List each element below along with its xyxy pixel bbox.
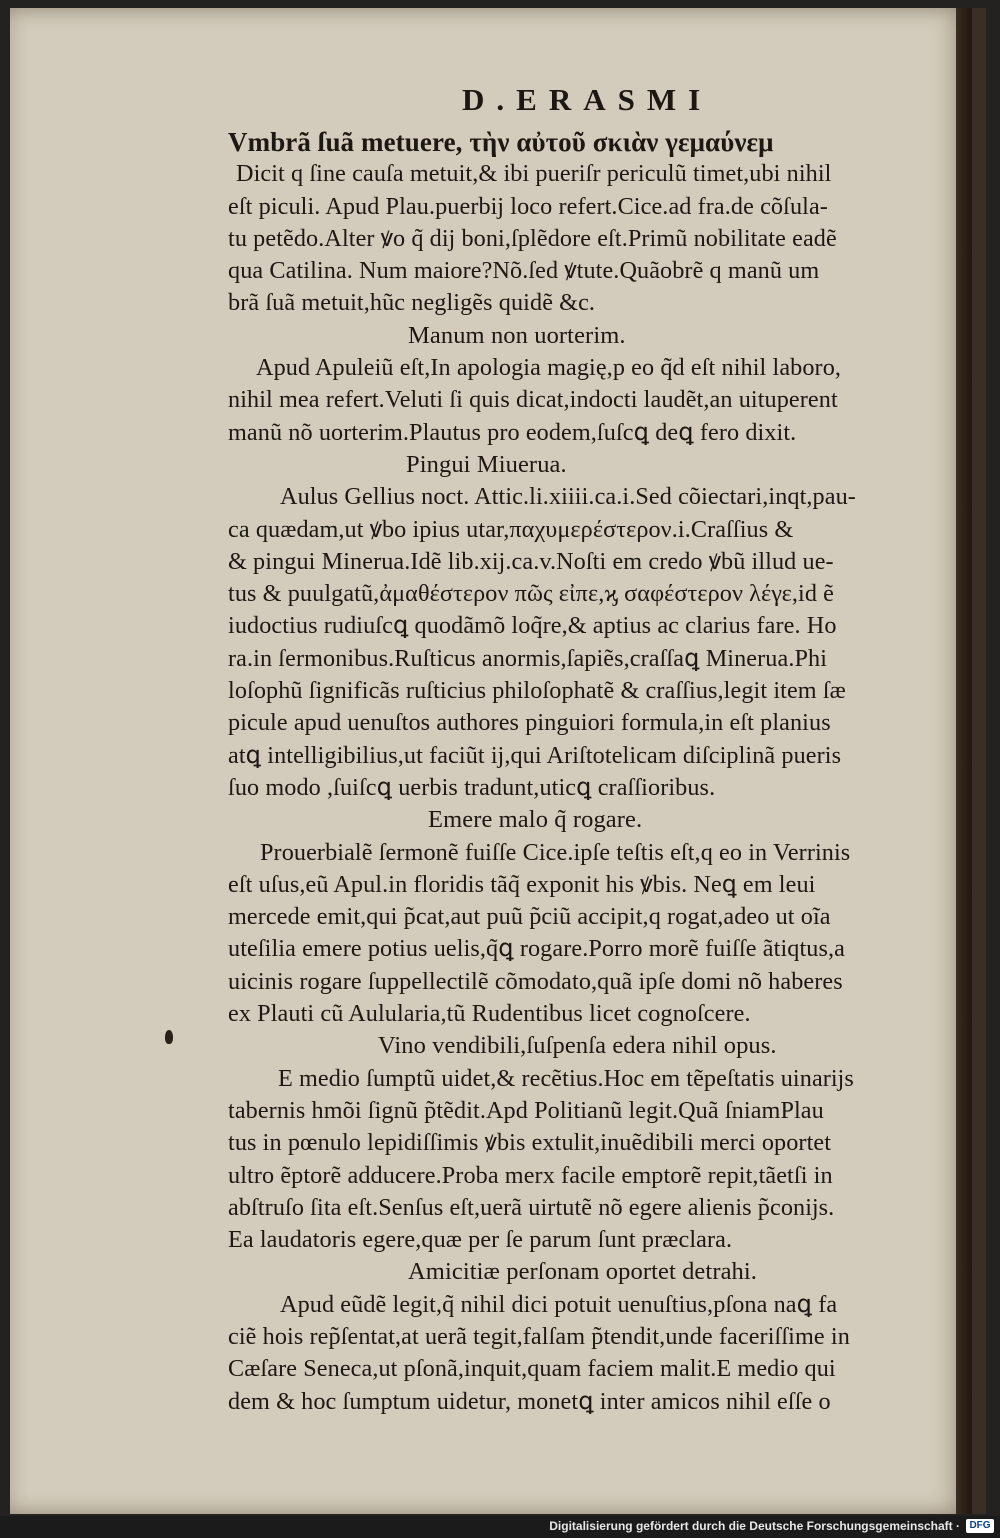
text-line: eſt piculi. Apud Plau.puerbĳ loco refert.Cice.ad fra.de cõſula-	[228, 192, 828, 220]
marginal-ink-mark	[165, 1030, 173, 1044]
text-line: Dicit q ſine cauſa metuit,& ibi pueriſr periculũ timet,ubi nihil	[236, 160, 832, 188]
text-line: nihil mea refert.Veluti ſi quis dicat,indocti laudẽt,an uituperent	[228, 386, 838, 414]
text-line: ultro ẽptorẽ adducere.Proba merx facile emptorẽ repit,tãetſi in	[228, 1161, 833, 1189]
text-line: tabernis hmõi ſignũ p̃tẽdit.Apd Politianũ legit.Quã ſniamPlau	[228, 1096, 824, 1124]
text-line: tus in pœnulo lepidiſſimis ꝟbis extulit,inuẽdibili merci oportet	[228, 1129, 832, 1157]
text-line: ciẽ hois rep̃ſentat,at uerã tegit,falſam p̃tendit,unde faceriſſime in	[228, 1322, 850, 1350]
dfg-logo: DFG	[966, 1519, 994, 1533]
text-line: picule apud uenuſtos authores pinguiori formula,in eſt planius	[228, 709, 831, 737]
text-line: uicinis rogare ſuppellectilẽ cõmodato,quã ipſe domi nõ haberes	[228, 967, 843, 995]
text-line: Aulus Gellius noct. Attic.li.xiiii.ca.i.Sed cõiectari,inqt,pau-	[280, 483, 856, 511]
adage-heading: Manum non uorterim.	[408, 321, 626, 349]
text-line: mercede emit,qui p̃cat,aut puũ p̃ciũ accipit,q rogat,adeo ut oĩa	[228, 903, 831, 931]
text-line: Prouerbialẽ ſermonẽ fuiſſe Cice.ipſe teſtis eſt,q eo in Verrinis	[260, 838, 851, 866]
text-line: uteſilia emere potius uelis,q̃ꝗ rogare.Porro morẽ fuiſſe ãtiqtus,a	[228, 935, 845, 963]
text-line: ex Plauti cũ Aulularia,tũ Rudentibus licet cognoſcere.	[228, 1000, 751, 1028]
text-line: Ea laudatoris egere,quæ per ſe parum ſunt præclara.	[228, 1226, 733, 1254]
text-line: ra.in ſermonibus.Ruſticus anormis,ſapiẽs,craſſaꝗ Minerua.Phi	[228, 644, 828, 672]
text-line: Vmbrã ſuã metuere, τὴν αὐτοῦ σκιὰν γεμαύνεμ	[228, 127, 774, 157]
text-line: brã ſuã metuit,hũc negligẽs quidẽ &c.	[228, 289, 596, 317]
adage-heading: Amicitiæ perſonam oportet detrahi.	[408, 1258, 758, 1286]
text-line: loſophũ ſignificãs ruſticius philoſophatẽ & craſſius,legit item ſæ	[228, 677, 846, 705]
text-line: eſt uſus,eũ Apul.in floridis tãq̃ exponit his ꝟbis. Neꝗ em leui	[228, 870, 816, 898]
text-line: tus & puulgatũ,ἀμαθέστερον πῶς εἰπε,ϗ σαφέστερον λέγε,id ẽ	[228, 580, 835, 608]
text-line: ca quædam,ut ꝟbo ipius utar,παχυμερέστερον.i.Craſſius &	[228, 515, 794, 543]
text-line: & pingui Minerua.Idẽ lib.xĳ.ca.v.Noſti em credo ꝟbũ illud ue-	[228, 547, 834, 575]
text-line: manũ nõ uorterim.Plautus pro eodem,ſuſcꝗ deꝗ fero dixit.	[228, 418, 797, 446]
funding-credit: Digitalisierung gefördert durch die Deutsche Forschungsgemeinschaft ·	[549, 1519, 960, 1533]
adage-heading: Vino vendibili,ſuſpenſa edera nihil opus.	[378, 1032, 777, 1060]
text-line: dem & hoc ſumptum uidetur, monetꝗ inter amicos nihil eſſe o	[228, 1387, 831, 1415]
running-head: D.ERASMI	[462, 82, 713, 117]
text-line: ſuo modo ,ſuiſcꝗ uerbis tradunt,uticꝗ craſſioribus.	[228, 773, 716, 801]
text-line: abſtruſo ſita eſt.Senſus eſt,uerã uirtutẽ nõ egere alienis p̃conĳs.	[228, 1193, 835, 1221]
adage-heading: Pingui Miuerua.	[406, 450, 567, 478]
text-line: E medio ſumptũ uidet,& recẽtius.Hoc em tẽpeſtatis uinarĳs	[278, 1064, 854, 1092]
text-line: Apud eũdẽ legit,q̃ nihil dici potuit uenuſtius,pſona naꝗ fa	[280, 1290, 838, 1318]
footer-bar	[0, 1516, 1000, 1538]
body-text	[228, 126, 970, 1418]
text-line: iudoctius rudiuſcꝗ quodãmõ loq̃re,& aptius ac clarius fare. Ho	[228, 612, 837, 640]
text-line: Apud Apuleiũ eſt,In apologia magię,p eo q̃d eſt nihil laboro,	[256, 354, 842, 382]
text-line: atꝗ intelligibilius,ut faciũt ĳ,qui Ariſtotelicam diſciplinã pueris	[228, 741, 842, 769]
text-line: Cæſare Seneca,ut pſonã,inquit,quam faciem malit.E medio qui	[228, 1355, 836, 1383]
text-line: qua Catilina. Num maiore?Nõ.ſed ꝟtute.Quãobrẽ q manũ um	[228, 257, 820, 285]
text-line: tu petẽdo.Alter ꝟo q̃ dĳ boni,ſplẽdore eſt.Primũ nobilitate eadẽ	[228, 224, 837, 252]
adage-heading: Emere malo q̃ rogare.	[428, 806, 643, 834]
